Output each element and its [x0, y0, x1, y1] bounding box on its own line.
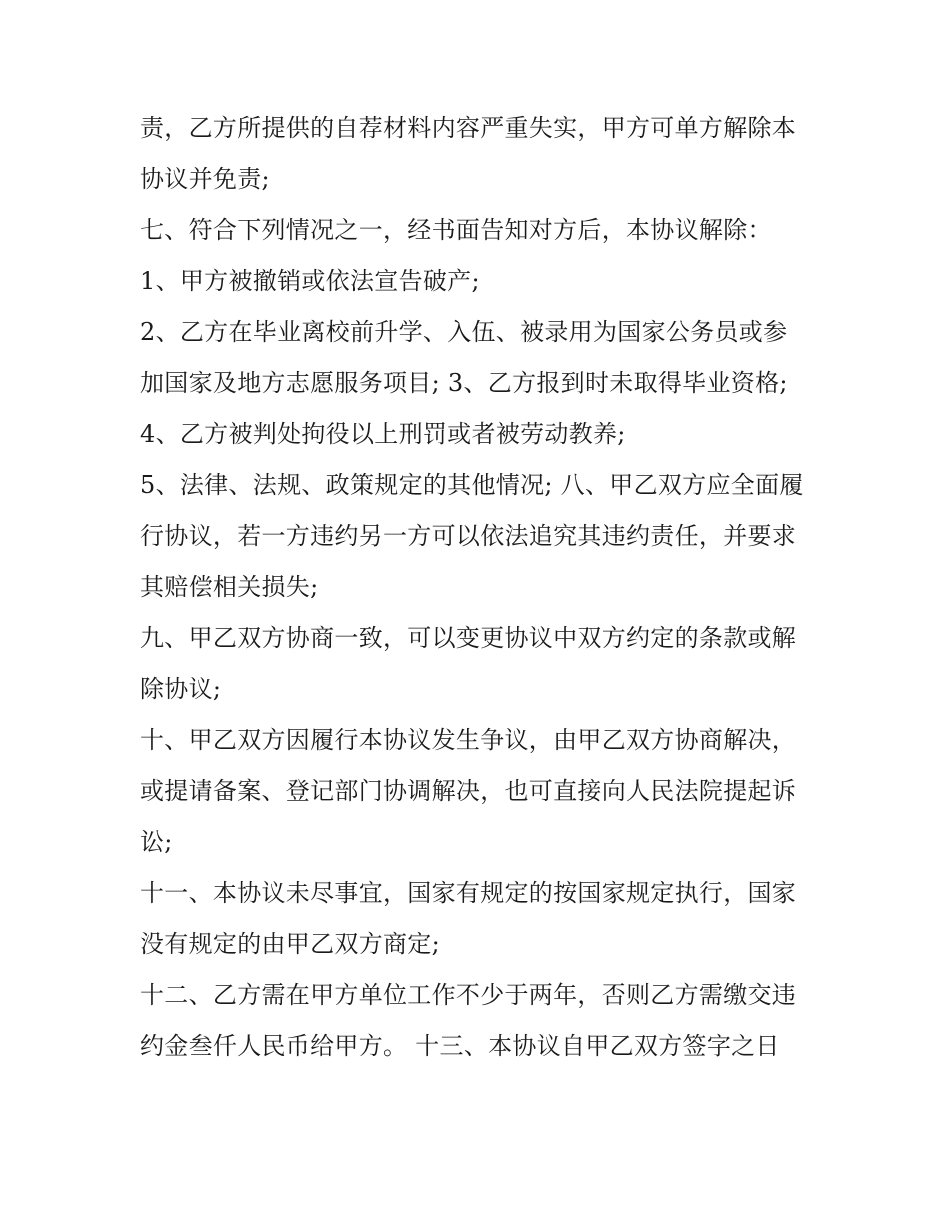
agreement-body-text [140, 103, 820, 1072]
text-line: 九、甲乙双方协商一致，可以变更协议中双方约定的条款或解 [140, 624, 797, 652]
text-line: 责，乙方所提供的自荐材料内容严重失实，甲方可单方解除本 [140, 114, 797, 142]
text-line: 5、法律、法规、政策规定的其他情况; 八、甲乙双方应全面履 [140, 471, 804, 499]
text-line: 十二、乙方需在甲方单位工作不少于两年，否则乙方需缴交违 [140, 981, 797, 1009]
text-line: 十一、本协议未尽事宜，国家有规定的按国家规定执行，国家 [140, 879, 797, 907]
text-line: 协议并免责; [140, 165, 270, 193]
text-line: 或提请备案、登记部门协调解决，也可直接向人民法院提起诉 [140, 777, 797, 805]
text-line: 十、甲乙双方因履行本协议发生争议，由甲乙双方协商解决， [140, 726, 797, 754]
text-line: 2、乙方在毕业离校前升学、入伍、被录用为国家公务员或参 [140, 318, 788, 346]
text-line: 除协议; [140, 675, 222, 703]
text-line: 七、符合下列情况之一，经书面告知对方后，本协议解除： [140, 216, 772, 244]
text-line: 约金叁仟人民币给甲方。 十三、本协议自甲乙双方签字之日 [140, 1032, 780, 1060]
text-line: 加国家及地方志愿服务项目; 3、乙方报到时未取得毕业资格; [140, 369, 788, 397]
text-line: 讼; [140, 828, 173, 856]
text-line: 其赔偿相关损失; [140, 573, 319, 601]
text-line: 1、甲方被撤销或依法宣告破产; [140, 267, 480, 295]
text-line: 没有规定的由甲乙双方商定; [140, 930, 440, 958]
text-line: 4、乙方被判处拘役以上刑罚或者被劳动教养; [140, 420, 626, 448]
text-line: 行协议，若一方违约另一方可以依法追究其违约责任，并要求 [140, 522, 797, 550]
